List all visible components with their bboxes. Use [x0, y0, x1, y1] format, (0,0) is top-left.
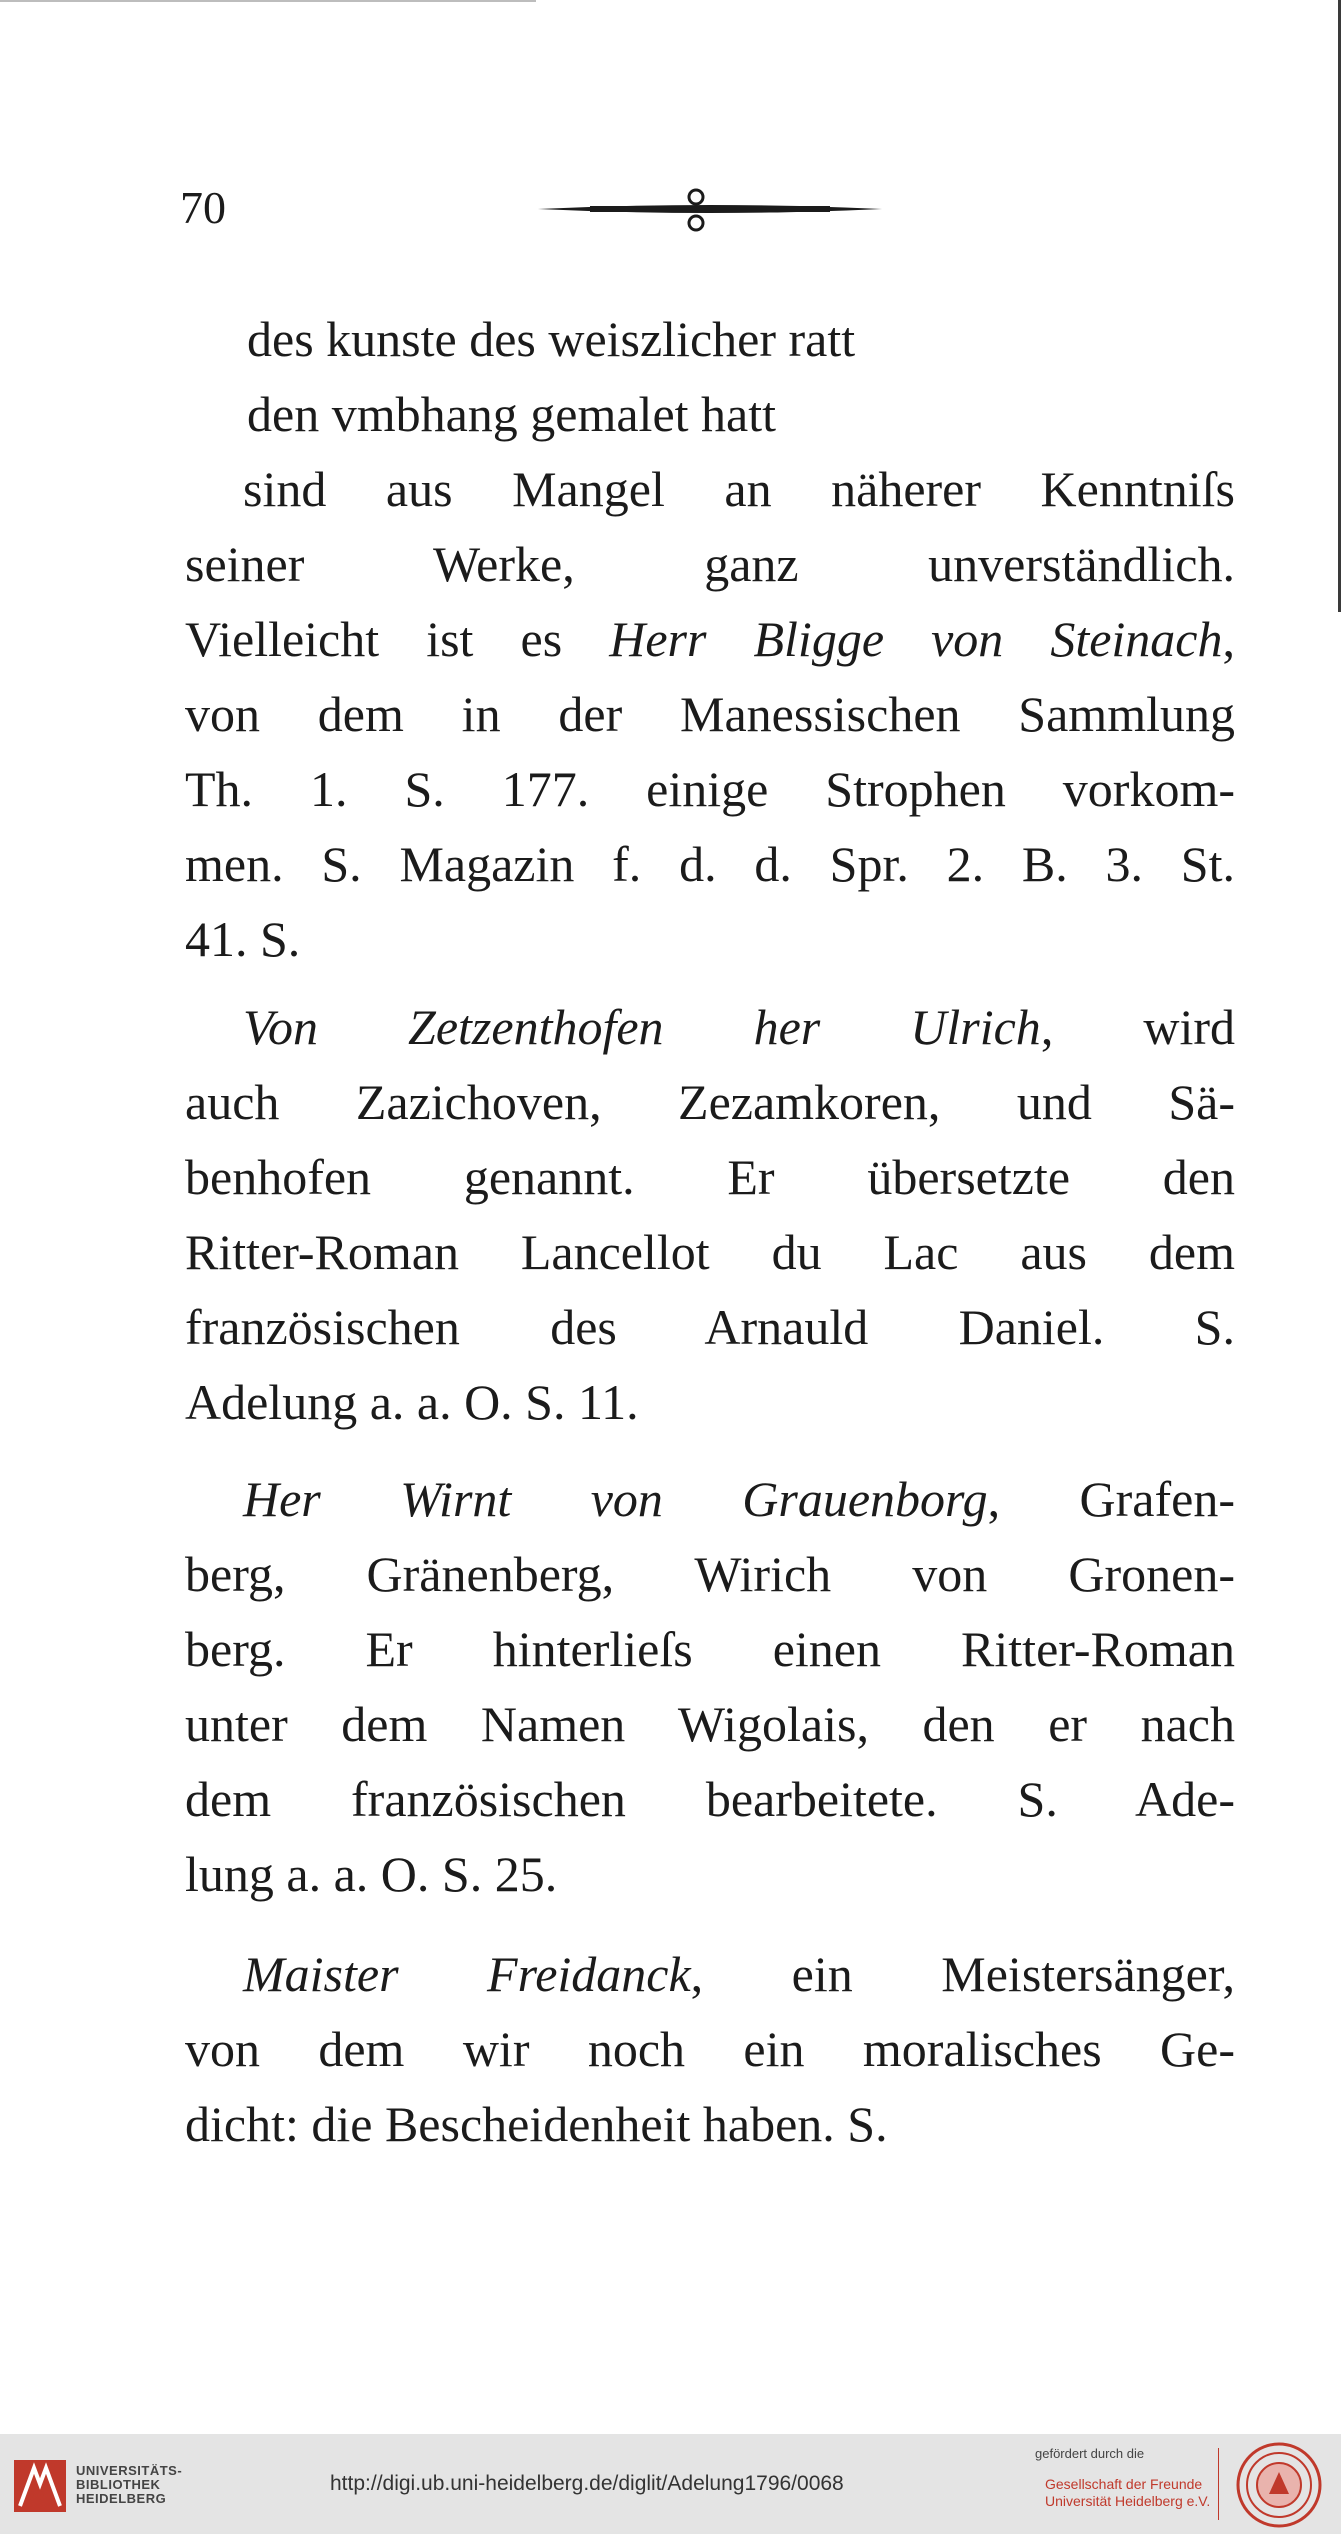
text-run: sind aus Mangel an näherer Kenntniſs	[243, 461, 1235, 517]
text-run: unter dem Namen Wigolais, den er nach	[185, 1696, 1235, 1752]
text-run: Ritter-Roman Lancellot du Lac aus dem	[185, 1224, 1235, 1280]
text-run: Vielleicht ist es	[185, 611, 610, 667]
text-line	[185, 1065, 1235, 1140]
text-line	[185, 1762, 1235, 1837]
text-line	[185, 2012, 1235, 2087]
text-line	[185, 1215, 1235, 1290]
text-line	[185, 1537, 1235, 1612]
text-line	[185, 902, 1235, 977]
text-line	[185, 990, 1235, 1065]
footer-divider	[1218, 2448, 1219, 2520]
text-line	[185, 1140, 1235, 1215]
text-line	[185, 1837, 1235, 1912]
text-line	[185, 1612, 1235, 1687]
text-run: von dem wir noch ein moralisches Ge-	[185, 2021, 1235, 2077]
text-run: auch Zazichoven, Zezamkoren, und Sä-	[185, 1074, 1235, 1130]
scan-top-rule	[0, 0, 536, 2]
text-line	[185, 677, 1235, 752]
verse-line: den vmbhang gemalet hatt	[247, 386, 777, 442]
text-run: von dem in der Manessischen Sammlung	[185, 686, 1235, 742]
italic-name: Maister Freidanck	[243, 1946, 691, 2002]
italic-name: Her Wirnt von Grauenborg	[243, 1471, 988, 1527]
verse-line: des kunste des weiszlicher ratt	[247, 311, 856, 367]
text-line	[185, 1937, 1235, 2012]
paragraph-freidanck	[185, 1937, 1235, 2162]
text-run: , Grafen-	[987, 1471, 1235, 1527]
text-run: berg. Er hinterlieſs einen Ritter-Roman	[185, 1621, 1235, 1677]
text-run: berg, Gränenberg, Wirich von Gronen-	[185, 1546, 1235, 1602]
ornament-rule-icon	[530, 182, 890, 238]
text-line	[185, 827, 1235, 902]
verse-quote	[185, 302, 1235, 452]
text-run: Th. 1. S. 177. einige Strophen vorkom-	[185, 761, 1235, 817]
paragraph-zetzenthofen	[185, 990, 1235, 1440]
digitization-footer	[0, 2434, 1341, 2534]
sponsor-label: gefördert durch die	[1035, 2446, 1145, 2461]
text-run: Adelung a. a. O. S. 11.	[185, 1374, 639, 1430]
university-seal-icon	[1236, 2442, 1322, 2528]
page-number: 70	[180, 182, 226, 233]
text-run: dicht: die Bescheidenheit haben. S.	[185, 2096, 888, 2152]
text-run: , wird	[1040, 999, 1235, 1055]
sponsor-name: Gesellschaft der Freunde Universität Heidelberg e.V.	[1045, 2476, 1211, 2509]
ub-heidelberg-logo-icon	[14, 2460, 66, 2512]
library-name: UNIVERSITÄTS- BIBLIOTHEK HEIDELBERG	[76, 2463, 183, 2506]
text-run: französischen des Arnauld Daniel. S.	[185, 1299, 1235, 1355]
text-run: dem französischen bearbeitete. S. Ade-	[185, 1771, 1235, 1827]
text-line	[185, 1462, 1235, 1537]
text-line	[185, 1365, 1235, 1440]
italic-name: Herr Bligge von Steinach	[609, 611, 1223, 667]
text-line	[185, 1290, 1235, 1365]
text-run: , ein Meistersänger,	[690, 1946, 1236, 2002]
text-run: seiner Werke, ganz unverständlich.	[185, 536, 1235, 592]
text-run: men. S. Magazin f. d. d. Spr. 2. B. 3. St.	[185, 836, 1235, 892]
text-line	[185, 452, 1235, 527]
text-line	[185, 527, 1235, 602]
italic-name: Von Zetzenthofen her Ulrich	[243, 999, 1041, 1055]
text-run: lung a. a. O. S. 25.	[185, 1846, 558, 1902]
text-line	[185, 602, 1235, 677]
paragraph-bligge	[185, 452, 1235, 977]
text-line	[185, 1687, 1235, 1762]
text-line	[185, 2087, 1235, 2162]
text-line	[185, 752, 1235, 827]
text-run: ,	[1222, 611, 1235, 667]
text-run: benhofen genannt. Er übersetzte den	[185, 1149, 1235, 1205]
text-run: 41. S.	[185, 911, 301, 967]
paragraph-wirnt	[185, 1462, 1235, 1912]
permalink-url[interactable]: http://digi.ub.uni-heidelberg.de/diglit/Adelung1796/0068	[330, 2472, 844, 2495]
